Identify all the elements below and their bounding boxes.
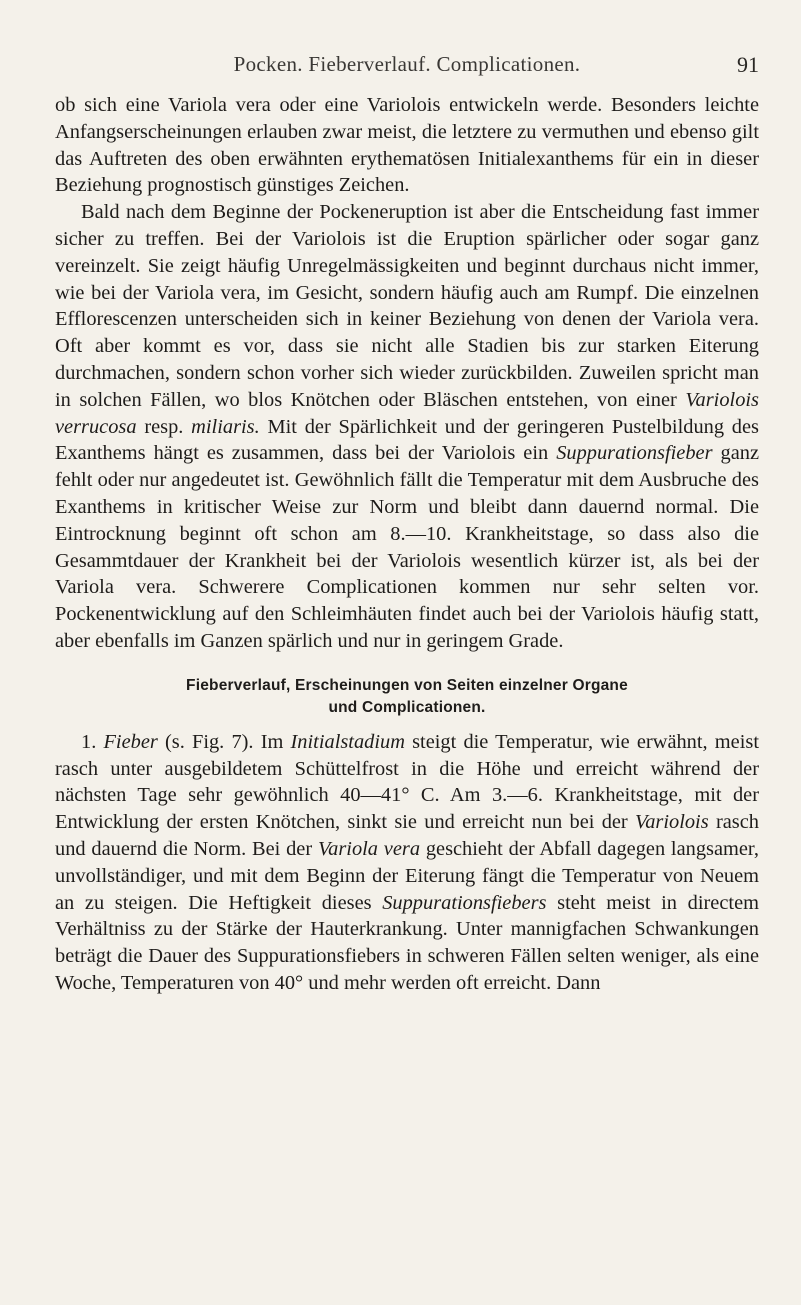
running-header xyxy=(55,52,759,82)
body-text xyxy=(55,92,759,997)
header-title: Pocken. Fieberverlauf. Complicationen. xyxy=(233,52,581,76)
term-suppurationsfieber: Suppurationsfieber xyxy=(556,442,713,465)
term-initialstadium: Initialstadium xyxy=(290,730,405,753)
paragraph-3: 1. Fieber (s. Fig. 7). Im Initialstadium steigt die Temperatur, wie erwähnt, meist rasch unter ausgebildetem Schüttelfrost in die Höhe und erreicht während der nächsten Tage sehr gewöhnlich 40—41° C. Am 3.—6. Krankheitstage, mit der Entwicklung der ersten Knötchen, sinkt sie und erreicht nun bei der Variolois rasch und dauernd die Norm. Bei der Variola vera geschieht der Abfall dagegen langsamer, unvollständiger, und mit dem Beginn der Eiterung fängt die Temperatur von Neuem an zu steigen. Die Heftigkeit dieses Suppurationsfiebers steht meist in directem Verhältniss zu der Stärke der Hauterkrankung. Unter mannigfachen Schwankungen beträgt die Dauer des Suppurationsfiebers in schweren Fällen selten weniger, als eine Woche, Temperaturen von 40° und mehr werden oft erreicht. Dann xyxy=(55,730,760,994)
paragraph-1: ob sich eine Variola vera oder eine Variolois entwickeln werde. Besonders leichte Anfangserscheinungen erlauben zwar meist, die letztere zu vermuthen und ebenso gilt das Auftreten des oben erwähnten erythematösen Initialexanthems für ein in dieser Beziehung prognostisch günstiges Zeichen. xyxy=(55,94,759,197)
term-suppurationsfiebers: Suppurationsfiebers xyxy=(382,891,547,914)
term-variolois-verrucosa: Variolois verrucosa xyxy=(55,388,759,438)
paragraph-2: Bald nach dem Beginne der Pockeneruption ist aber die Entscheidung fast immer sicher zu treffen. Bei der Variolois ist die Eruption spärlicher oder sogar ganz vereinzelt. Sie zeigt häufig Unregelmässigkeiten und beginnt durchaus nicht immer, wie bei der Variola vera, im Gesicht, sondern häufig auch am Rumpf. Die einzelnen Efflorescenzen unterscheiden sich in keiner Beziehung von denen der Variola vera. Oft aber kommt es vor, dass sie nicht alle Stadien bis zur starken Eiterung durchmachen, sondern schon vorher sich wieder zurückbilden. Zuweilen spricht man in solchen Fällen, wo blos Knötchen oder Bläschen entstehen, von einer Variolois verrucosa resp. miliaris. Mit der Spärlichkeit und der geringeren Pustelbildung des Exanthems hängt es zusammen, dass bei der Variolois ein Suppurationsfieber ganz fehlt oder nur angedeutet ist. Gewöhnlich fällt die Temperatur mit dem Ausbruche des Exanthems in kritischer Weise zur Norm und bleibt dann dauernd normal. Die Eintrocknung beginnt oft schon am 8.—10. Krankheitstage, so dass also die Gesammtdauer der Krankheit bei der Variolois wesentlich kürzer ist, als bei der Variola vera. Schwerere Complicationen kommen nur sehr selten vor. Pockenentwicklung auf den Schleimhäuten findet auch bei der Variolois häufig statt, aber ebenfalls im Ganzen spärlich und nur in geringem Grade. xyxy=(55,201,759,652)
term-variola-vera: Variola vera xyxy=(317,837,421,860)
term-fieber: Fieber xyxy=(103,730,158,753)
term-miliaris: miliaris. xyxy=(191,415,260,438)
section-heading: Fieberverlauf, Erscheinungen von Seiten einzelner Organe und Complicationen. xyxy=(186,676,628,716)
page-number: 91 xyxy=(737,52,759,77)
term-variolois: Variolois xyxy=(635,811,709,834)
